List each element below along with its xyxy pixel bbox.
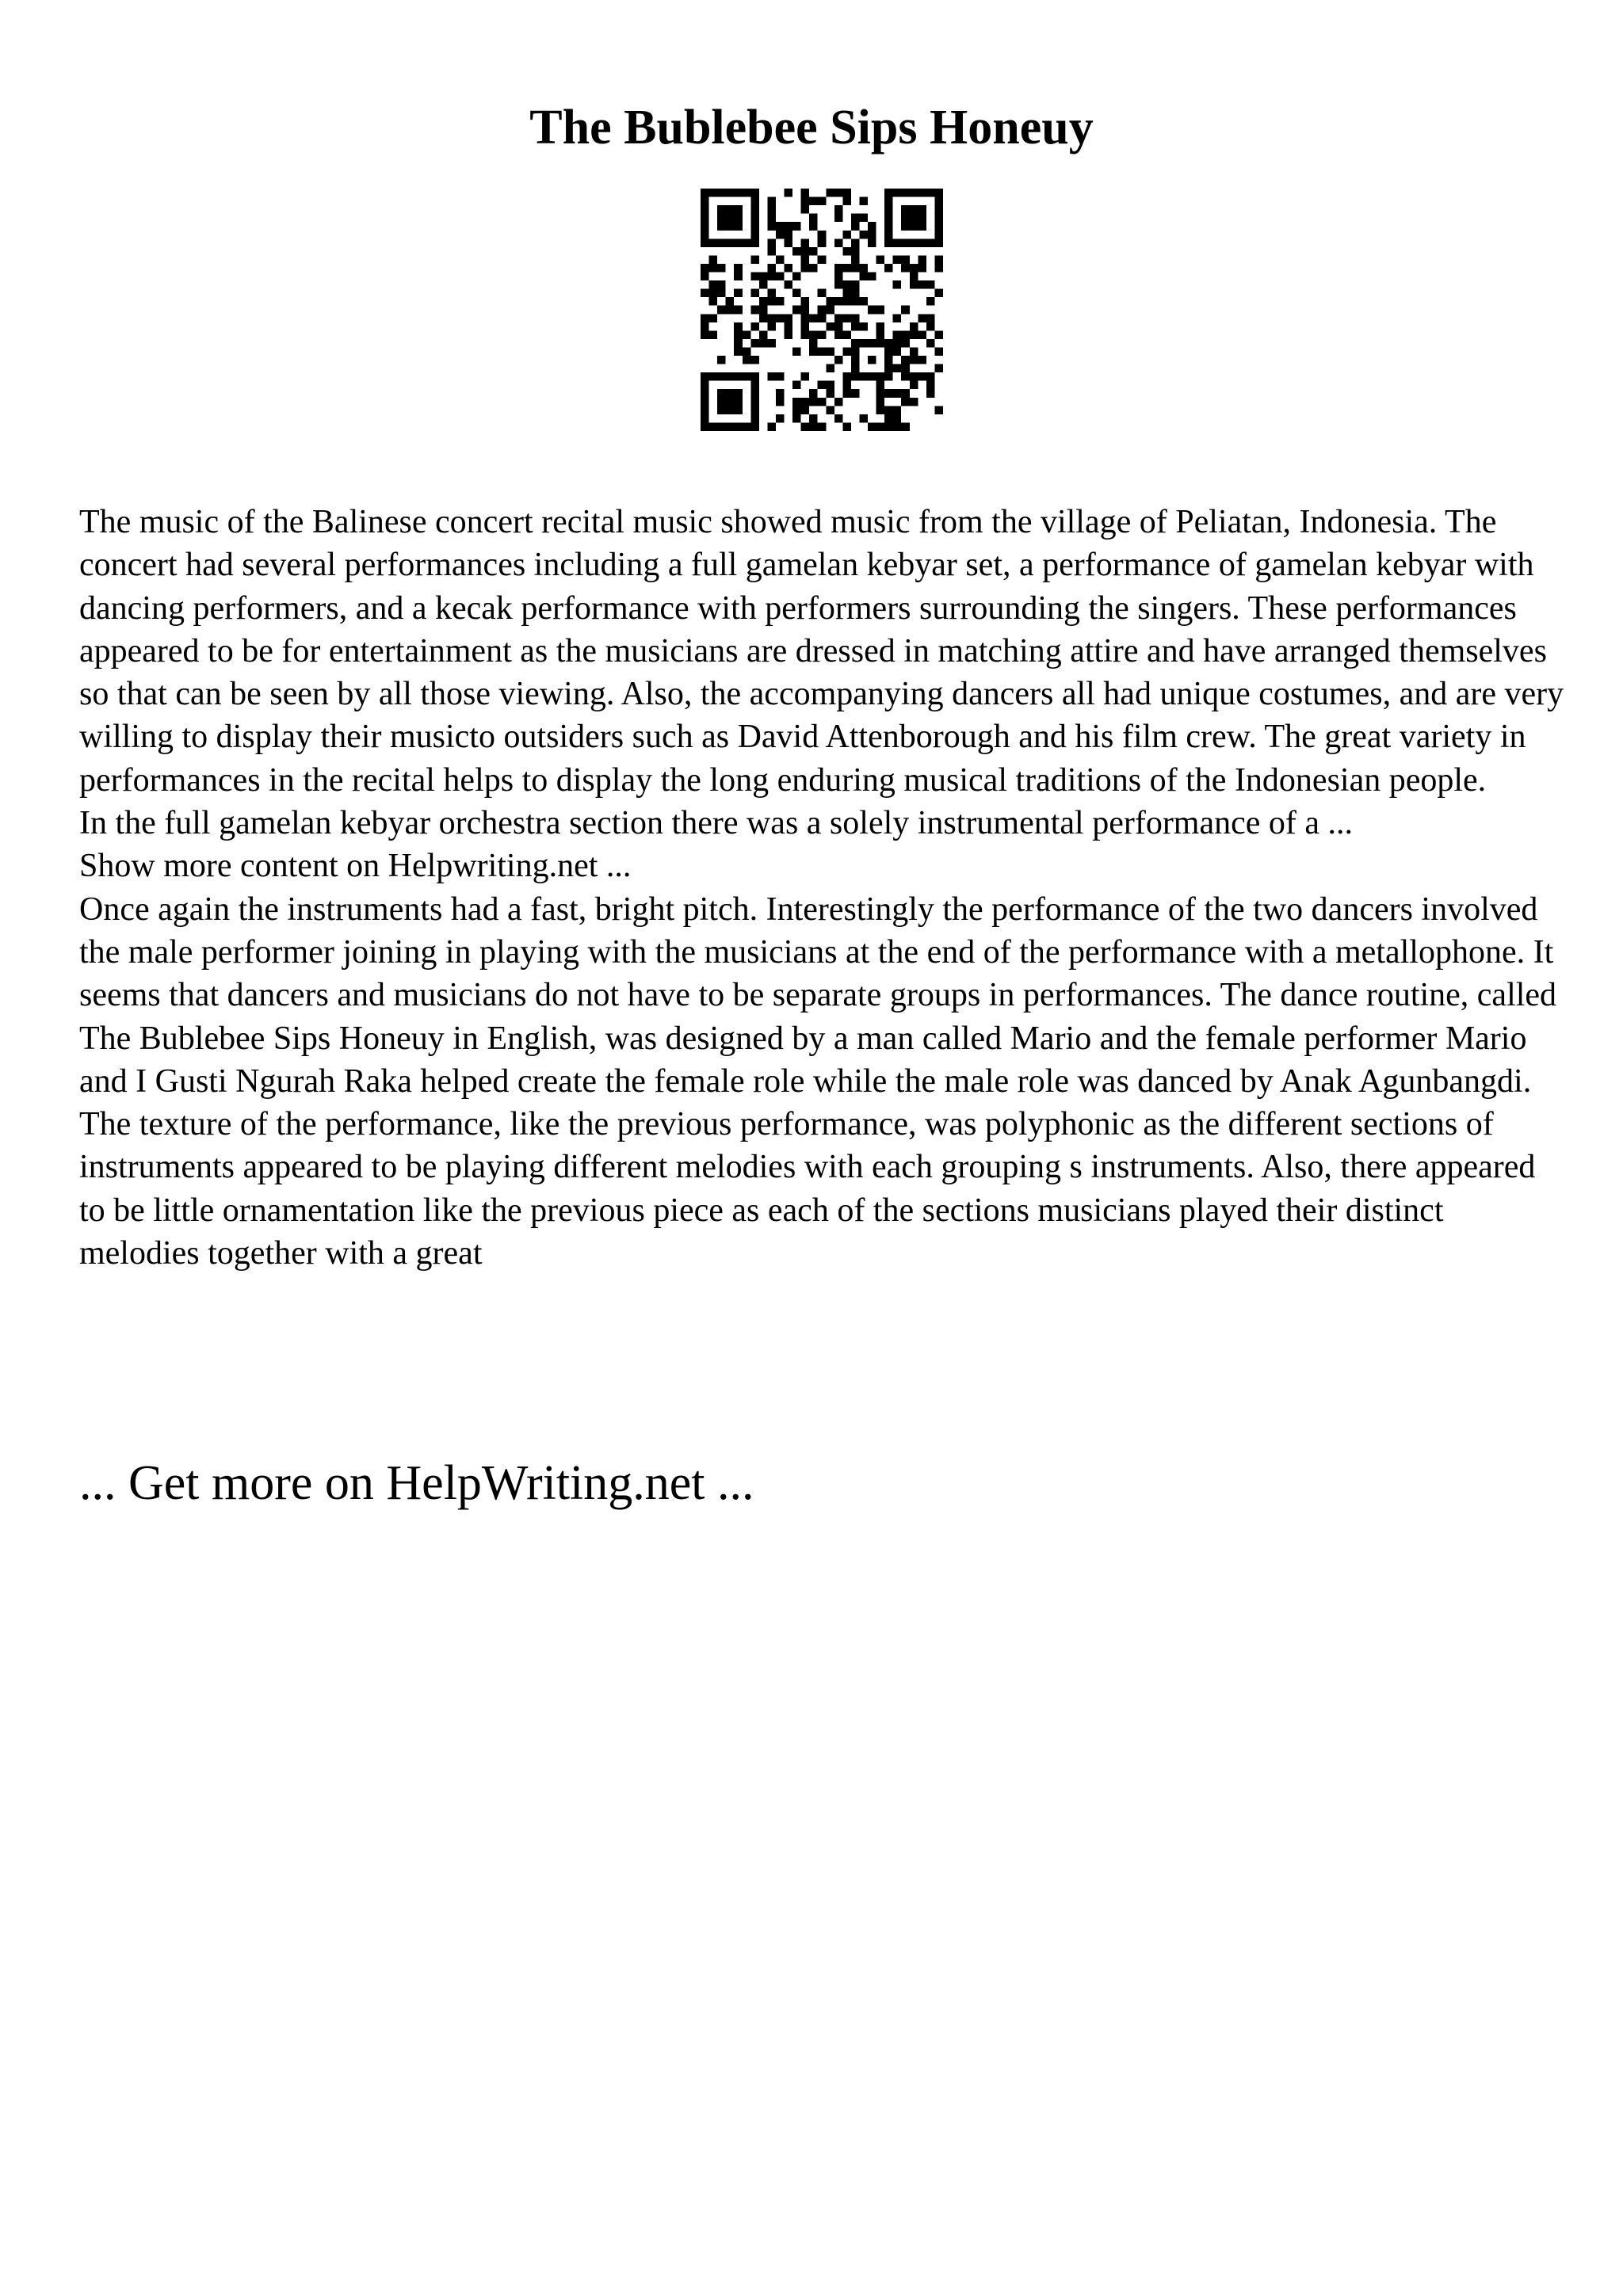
get-more-link[interactable]: ... Get more on HelpWriting.net ... <box>79 1456 754 1510</box>
qr-code-icon <box>701 189 943 431</box>
document-title: The Bublebee Sips Honeuy <box>529 101 1094 154</box>
paragraph-dance-performance: Once again the instruments had a fast, bright pitch. Interestingly the performance of the two dancers involved the male performer joining in playing with the musicians at the end of the performance with a metallophone. It seems that dancers and musicians do not have to be separate groups in performances. The dance routine, called The Bublebee Sips Honeuy in English, was designed by a man called Mario and the female performer Mario and I Gusti Ngurah Raka helped create the female role while the male role was danced by Anak Agunbangdi. The texture of the performance, like the previous performance, was polyphonic as the different sections of instruments appeared to be playing different melodies with each grouping s instruments. Also, there appeared to be little ornamentation like the previous piece as each of the sections musicians played their distinct melodies together with a great <box>79 891 1557 1272</box>
document-body <box>79 501 1569 1275</box>
paragraph-intro: The music of the Balinese concert recital music showed music from the village of Peliatan, Indonesia. The concert had several performances including a full gamelan kebyar set, a performance of gamelan kebyar with dancing performers, and a kecak performance with performers surrounding the singers. These performances appeared to be for entertainment as the musicians are dressed in matching attire and have arranged themselves so that can be seen by all those viewing. Also, the accompanying dancers all had unique costumes, and are very willing to display their musicto outsiders such as David Attenborough and his film crew. The great variety in performances in the recital helps to display the long enduring musical traditions of the Indonesian people. <box>79 504 1564 799</box>
show-more-link[interactable]: Show more content on Helpwriting.net ... <box>79 848 632 885</box>
paragraph-gamelan-section: In the full gamelan kebyar orchestra section there was a solely instrumental performance of a ... <box>79 805 1354 842</box>
